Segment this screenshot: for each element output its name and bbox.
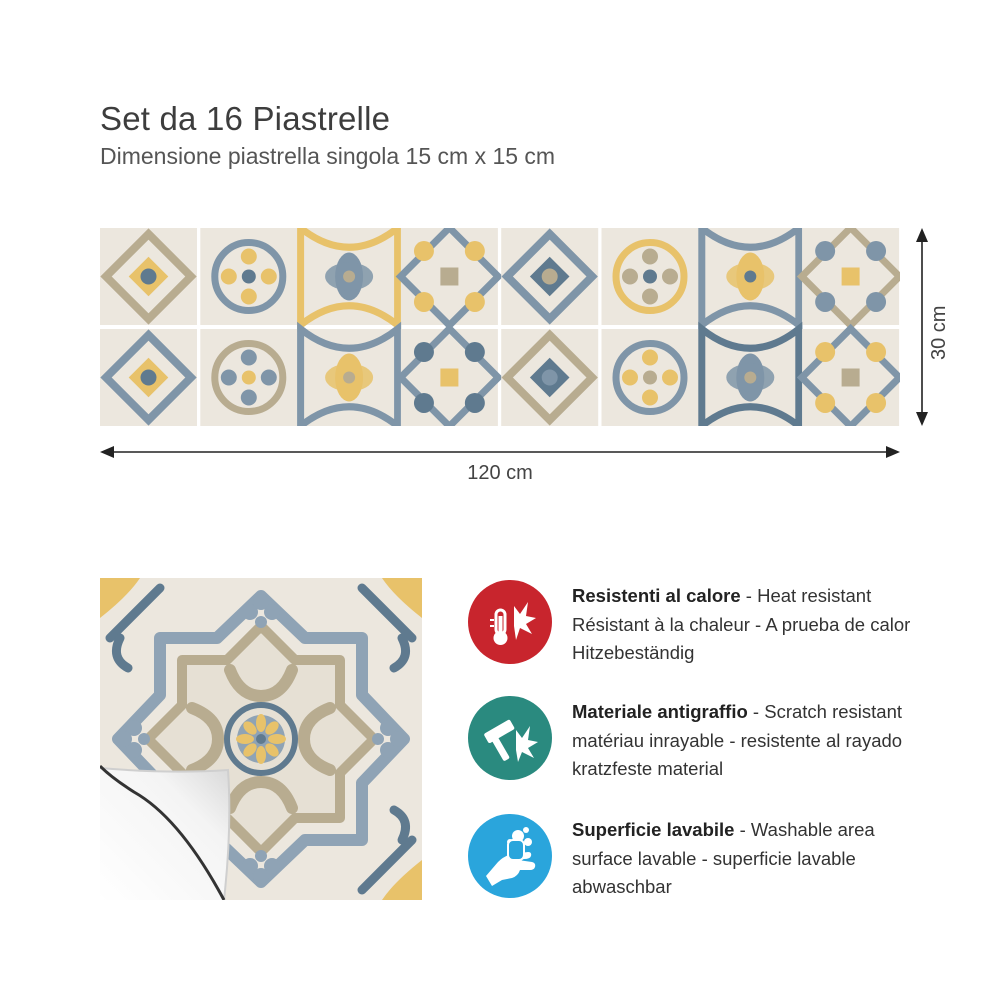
feature-heat-resistant-fr-es: Résistant à la chaleur - A prueba de calor: [572, 613, 911, 635]
tile: [301, 228, 398, 325]
tile: [802, 329, 900, 426]
feature-heat-resistant-de: Hitzebeständig: [572, 642, 695, 663]
tile: [501, 228, 598, 325]
tile: [702, 228, 799, 325]
tile-set-preview: [100, 228, 900, 426]
height-dimension-label: 30 cm: [928, 305, 950, 360]
tile: [200, 329, 297, 426]
feature-scratch-resistant-text: [572, 698, 972, 784]
tile: [100, 228, 197, 325]
feature-scratch-resistant: [468, 696, 968, 786]
tile: [602, 228, 699, 325]
feature-washable-text: [572, 816, 972, 902]
tile: [802, 228, 900, 325]
washable-icon: [468, 814, 552, 898]
feature-heat-resistant-en: - Heat resistant: [740, 585, 872, 606]
scratch-resistant-icon: [468, 696, 552, 780]
feature-washable-en: - Washable area: [734, 819, 875, 840]
tile: [301, 329, 398, 426]
feature-washable-fr-es: surface lavable - superficie lavable: [572, 847, 856, 869]
feature-scratch-resistant-en: - Scratch resistant: [747, 701, 903, 722]
feature-heat-resistant-title: Resistenti al calore: [572, 585, 741, 606]
feature-heat-resistant-text: [572, 582, 972, 668]
tile: [501, 329, 598, 426]
feature-washable-title: Superficie lavabile: [572, 819, 735, 840]
tile: [602, 329, 699, 426]
page-title: Set da 16 Piastrelle: [100, 100, 391, 137]
feature-washable: [468, 814, 968, 904]
tile: [401, 329, 499, 426]
feature-heat-resistant: [468, 580, 968, 670]
tile: [100, 329, 197, 426]
feature-scratch-resistant-de: kratzfeste material: [572, 758, 724, 779]
tile: [702, 329, 799, 426]
page-subtitle: Dimensione piastrella singola 15 cm x 15 cm: [100, 143, 556, 169]
single-tile-closeup: [100, 578, 422, 900]
feature-scratch-resistant-title: Materiale antigraffio: [572, 701, 748, 722]
tile: [200, 228, 297, 325]
heat-resistant-icon: [468, 580, 552, 664]
feature-washable-de: abwaschbar: [572, 876, 672, 897]
feature-scratch-resistant-fr-es: matériau inrayable - resistente al rayado: [572, 729, 903, 751]
width-dimension-label: 120 cm: [467, 462, 533, 484]
tile: [401, 228, 499, 325]
